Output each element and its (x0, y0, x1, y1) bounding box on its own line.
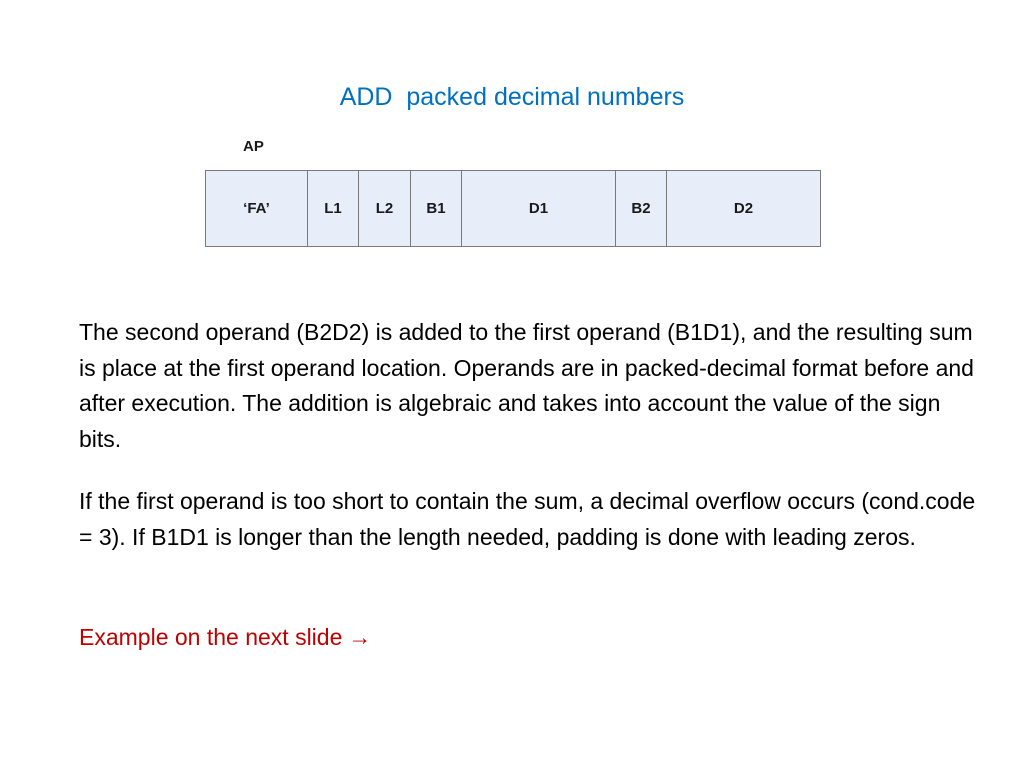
next-slide-label: Example on the next slide (79, 624, 343, 650)
right-arrow-icon: → (348, 624, 372, 650)
field-d2: D2 (667, 171, 821, 246)
field-b2: B2 (616, 171, 667, 246)
next-slide-link[interactable] (79, 620, 371, 656)
instruction-format-table (205, 170, 821, 247)
field-b1: B1 (411, 171, 462, 246)
field-d1: D1 (462, 171, 616, 246)
instruction-mnemonic: AP (243, 138, 264, 155)
field-opcode: ‘FA’ (206, 171, 308, 246)
description-paragraph: The second operand (B2D2) is added to the first operand (B1D1), and the resulting sum is place at the first operand location. Operands are in packed-decimal format before and after execution. The addition is algebraic and takes into account the value of the sign bits. (79, 319, 974, 452)
field-l2: L2 (359, 171, 411, 246)
slide-title: ADD packed decimal numbers (339, 83, 685, 111)
field-l1: L1 (308, 171, 359, 246)
overflow-paragraph: If the first operand is too short to contain the sum, a decimal overflow occurs (cond.code = 3). If B1D1 is longer than the length needed, padding is done with leading zeros. (79, 488, 976, 550)
